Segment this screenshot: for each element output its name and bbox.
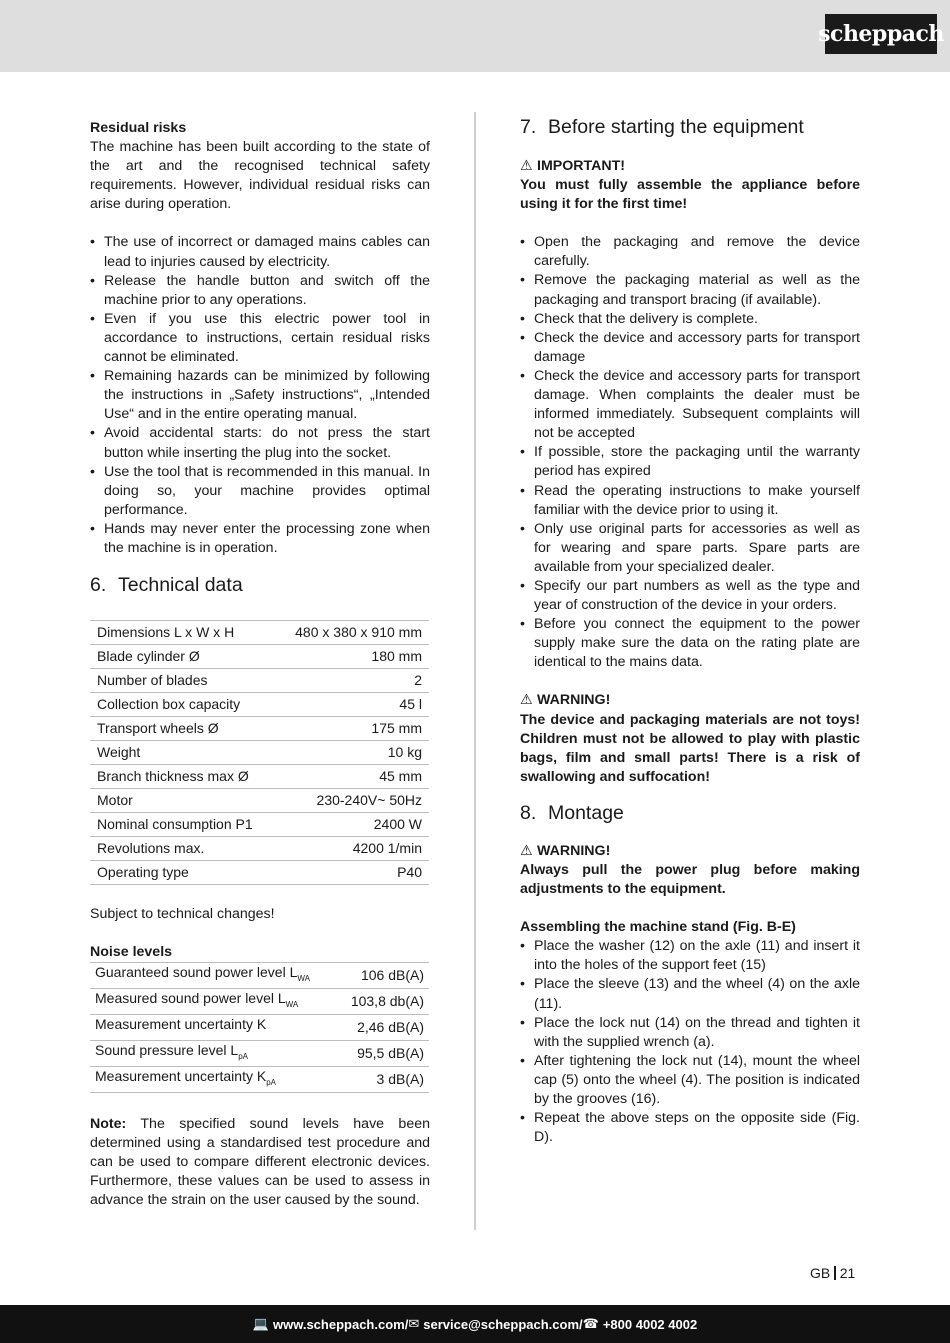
noise-value: 2,46 dB(A) [337, 1015, 429, 1041]
noise-levels-heading: Noise levels [90, 944, 173, 961]
table-row [90, 1015, 429, 1041]
list-item: • Check that the delivery is complete. [520, 310, 860, 329]
table-row [90, 989, 429, 1015]
table-row [90, 1040, 429, 1066]
machine-stand-heading: Assembling the machine stand (Fig. B-E) [520, 919, 796, 936]
list-item: • Check the device and accessory parts for transport damage. When complaints the dealer must be informed immediately. Subsequent complaints will not be accepted [520, 367, 860, 443]
table-row [90, 813, 429, 837]
column-divider [474, 112, 476, 1230]
phone-number: +800 4002 4002 [602, 1316, 698, 1332]
warning-triangle-icon: ⚠ [520, 842, 533, 859]
list-item: • Remove the packaging material as well as the packaging and transport bracing (if available). [520, 271, 860, 309]
spec-value: P40 [275, 861, 429, 885]
warning-text: Always pull the power plug before making adjustments to the equipment. [520, 862, 860, 898]
warning-triangle-icon: ⚠ [520, 158, 533, 174]
table-row [90, 741, 429, 765]
warning-text: The device and packaging materials are not toys! Children must not be allowed to play with plastic bags, film and small parts! There is a risk of swallowing and suffocation! [520, 711, 860, 785]
list-item: • If possible, store the packaging until the warranty period has expired [520, 443, 860, 481]
table-row [90, 789, 429, 813]
noise-note: Note: The specified sound levels have been determined using a standardised test procedure and can be used to compare different electronic devices. Furthermore, these values can be used to assess in advance the strain on the user caused by the sound. [90, 1115, 430, 1209]
laptop-icon: 💻 [252, 1316, 269, 1331]
spec-value: 2 [275, 669, 429, 693]
important-label: ⚠ IMPORTANT! [520, 157, 860, 176]
noise-label: Measurement uncertainty K [90, 1015, 337, 1041]
spec-value: 480 x 380 x 910 mm [275, 621, 429, 645]
technical-data-table [90, 620, 429, 885]
spec-label: Operating type [90, 861, 275, 885]
list-item: • Before you connect the equipment to the power supply make sure the data on the rating plate are identical to the mains data. [520, 615, 860, 672]
spec-label: Weight [90, 741, 275, 765]
before-starting-list [520, 233, 860, 672]
noise-label: Guaranteed sound power level $L_{WA}$ [90, 963, 337, 989]
page-number: GB 21 [810, 1265, 856, 1281]
table-row [90, 645, 429, 669]
list-item: • Specify our part numbers as well as the type and year of construction of the device in your orders. [520, 577, 860, 615]
list-item: • After tightening the lock nut (14), mount the wheel cap (5) onto the wheel (4). The position is indicated by the grooves (16). [520, 1052, 860, 1109]
list-item: • Place the sleeve (13) and the wheel (4) on the axle (11). [520, 975, 860, 1013]
list-item: • Repeat the above steps on the opposite side (Fig. D). [520, 1109, 860, 1147]
brand-logo: scheppach [825, 14, 937, 54]
noise-value: 3 dB(A) [337, 1066, 429, 1092]
right-column [520, 116, 860, 1147]
phone-icon: ☎ [582, 1316, 599, 1331]
list-item: • Remaining hazards can be minimized by following the instructions in „Safety instructions“, „Intended Use“ and in the entire operating manual. [90, 367, 430, 424]
table-row [90, 861, 429, 885]
table-row [90, 717, 429, 741]
list-item: • The use of incorrect or damaged mains cables can lead to injuries caused by electricity. [90, 233, 430, 271]
left-column [90, 119, 430, 1210]
list-item: • Only use original parts for accessories as well as for wearing and spare parts. Spare parts are available from your specialized dealer. [520, 520, 860, 577]
section-8-heading: 8. Montage [520, 801, 624, 824]
email-link[interactable]: service@scheppach.com [423, 1316, 580, 1332]
important-text: You must fully assemble the appliance before using it for the first time! [520, 177, 860, 213]
table-row [90, 1066, 429, 1092]
list-item: • Place the lock nut (14) on the thread and tighten it with the supplied wrench (a). [520, 1014, 860, 1052]
list-item: • Read the operating instructions to make yourself familiar with the device prior to using it. [520, 482, 860, 520]
spec-value: 10 kg [275, 741, 429, 765]
spec-value: 45 l [275, 693, 429, 717]
list-item: • Release the handle button and switch off the machine prior to any operations. [90, 272, 430, 310]
warning-label: ⚠ WARNING! [520, 691, 860, 710]
spec-value: 4200 1/min [275, 837, 429, 861]
spec-label: Dimensions L x W x H [90, 621, 275, 645]
website-link[interactable]: www.scheppach.com [272, 1316, 405, 1332]
list-item: • Avoid accidental starts: do not press the start button while inserting the plug into the socket. [90, 424, 430, 462]
list-item: • Use the tool that is recommended in this manual. In doing so, your machine provides optimal performance. [90, 463, 430, 520]
table-row [90, 669, 429, 693]
spec-label: Revolutions max. [90, 837, 275, 861]
spec-label: Transport wheels Ø [90, 717, 275, 741]
spec-label: Motor [90, 789, 275, 813]
spec-label: Number of blades [90, 669, 275, 693]
table-row [90, 693, 429, 717]
spec-label: Blade cylinder Ø [90, 645, 275, 669]
table-row [90, 837, 429, 861]
residual-risks-heading: Residual risks [90, 120, 187, 136]
list-item: • Even if you use this electric power tool in accordance to instructions, certain residual risks cannot be eliminated. [90, 310, 430, 367]
spec-value: 230-240V~ 50Hz [275, 789, 429, 813]
warning-label: ⚠ WARNING! [520, 842, 860, 861]
list-item: • Open the packaging and remove the device carefully. [520, 233, 860, 271]
residual-risks-list [90, 233, 430, 558]
noise-label: Measurement uncertainty $K_{pA}$ [90, 1066, 337, 1092]
list-item: • Check the device and accessory parts for transport damage [520, 329, 860, 367]
list-item: • Hands may never enter the processing zone when the machine is in operation. [90, 520, 430, 558]
warning-triangle-icon: ⚠ [520, 692, 533, 709]
noise-label: Sound pressure level $L_{pA}$ [90, 1040, 337, 1066]
noise-value: 103,8 db(A) [337, 989, 429, 1015]
noise-value: 95,5 dB(A) [337, 1040, 429, 1066]
subject-to-changes-note: Subject to technical changes! [90, 906, 275, 923]
spec-label: Collection box capacity [90, 693, 275, 717]
section-7-heading: 7. Before starting the equipment [520, 116, 804, 138]
footer-bar: 💻 www.scheppach.com / ✉ service@scheppach.com / ☎ +800 4002 4002 [0, 1305, 950, 1343]
noise-label: Measured sound power level $L_{WA}$ [90, 989, 337, 1015]
residual-risks-intro: The machine has been built according to the state of the art and the recognised technical safety requirements. However, individual residual risks can arise during operation. [90, 139, 430, 213]
table-row [90, 621, 429, 645]
list-item: • Place the washer (12) on the axle (11) and insert it into the holes of the support feet (15) [520, 937, 860, 975]
header-band [0, 0, 950, 72]
noise-levels-table [90, 962, 429, 1092]
spec-value: 2400 W [275, 813, 429, 837]
spec-value: 180 mm [275, 645, 429, 669]
table-row [90, 963, 429, 989]
technical-data-heading: 6. Technical data [90, 574, 243, 597]
spec-label: Branch thickness max Ø [90, 765, 275, 789]
machine-stand-list [520, 937, 860, 1147]
spec-label: Nominal consumption P1 [90, 813, 275, 837]
table-row [90, 765, 429, 789]
noise-value: 106 dB(A) [337, 963, 429, 989]
envelope-icon: ✉ [408, 1316, 420, 1331]
spec-value: 175 mm [275, 717, 429, 741]
spec-value: 45 mm [275, 765, 429, 789]
